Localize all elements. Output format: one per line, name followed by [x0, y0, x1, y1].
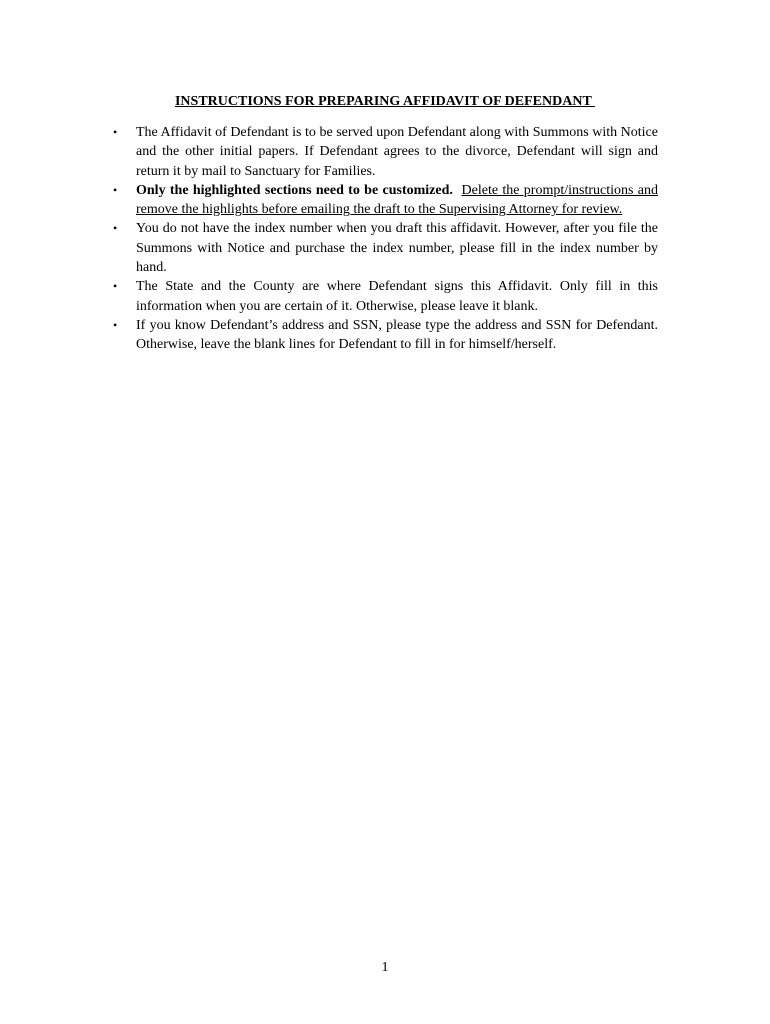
instruction-text: You do not have the index number when you draft this affidavit. However, after you file the Summons with Notice and purchase the index number, please fill in the index number by hand.	[136, 221, 658, 276]
bullet-icon: •	[113, 221, 118, 236]
instruction-text: If you know Defendant’s address and SSN, please type the address and SSN for Defendant. Otherwise, leave the blank lines for Defendant to fill in for himself/herself.	[136, 317, 658, 353]
list-item	[113, 277, 658, 316]
instruction-underlined-text: Delete the prompt/instructions and remove the highlights before emailing the draft to the Supervising Attorney for review.	[136, 182, 659, 218]
list-item	[113, 123, 658, 181]
instruction-text: The State and the County are where Defendant signs this Affidavit. Only fill in this information when you are certain of it. Otherwise, please leave it blank.	[136, 279, 658, 314]
instruction-text: The Affidavit of Defendant is to be served upon Defendant along with Summons with Notice and the other initial papers. If Defendant agrees to the divorce, Defendant will sign and return it by mail to Sanctuary for Families.	[136, 125, 658, 179]
instructions-list	[113, 123, 658, 355]
list-item	[113, 219, 658, 277]
bullet-icon: •	[113, 279, 118, 294]
document-title: INSTRUCTIONS FOR PREPARING AFFIDAVIT OF DEFENDANT	[174, 94, 596, 109]
page-number: 1	[381, 960, 389, 975]
list-item	[113, 316, 658, 355]
bullet-icon: •	[113, 317, 118, 332]
instruction-spacer	[453, 183, 462, 198]
instruction-bold-text: Only the highlighted sections need to be customized.	[136, 182, 453, 198]
list-item	[113, 181, 658, 220]
bullet-icon: •	[113, 182, 118, 197]
bullet-icon: •	[113, 125, 118, 139]
